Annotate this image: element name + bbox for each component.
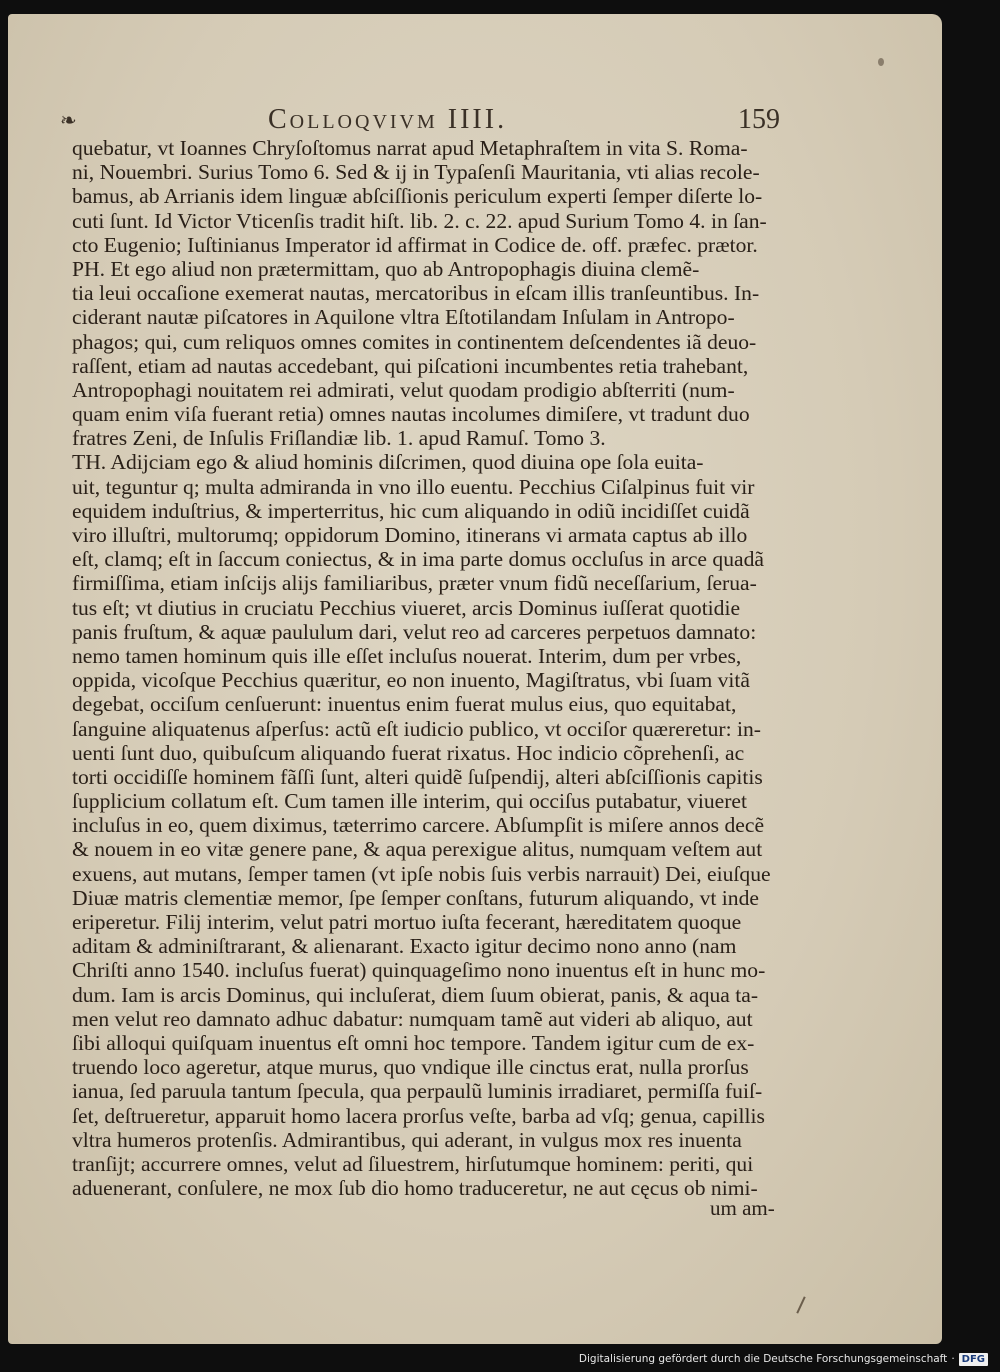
text-line: raſſent, etiam ad nautas accedebant, qui piſcationi incumbentes retia trahebant, bbox=[72, 353, 749, 378]
text-line: incluſus in eo, quem diximus, tæterrimo carcere. Abſumpſit is miſere annos decẽ bbox=[72, 813, 765, 838]
text-line: & nouem in eo vitæ genere pane, & aqua perexigue alitus, numquam veſtem aut bbox=[72, 837, 763, 862]
text-line: bamus, ab Arrianis idem linguæ abſciſſionis periculum experti ſemper diſerte lo- bbox=[72, 184, 763, 209]
text-line: oppida, vicoſque Pecchius quæritur, eo non inuento, Magiſtratus, vbi ſuam vitã bbox=[72, 668, 751, 693]
text-line: cuti ſunt. Id Victor Vticenſis tradit hiſt. lib. 2. c. 22. apud Surium Tomo 4. in ſan- bbox=[72, 208, 767, 233]
credit-text: Digitalisierung gefördert durch die Deutsche Forschungsgemeinschaft bbox=[578, 1353, 948, 1365]
text-line: ſupplicium collatum eſt. Cum tamen ille interim, qui occiſus putabatur, viueret bbox=[72, 789, 747, 814]
text-line: torti occidiſſe hominem fãſſi ſunt, alteri quidẽ ſuſpendij, alteri abſciſſionis capitis bbox=[72, 764, 763, 789]
text-line: firmiſſima, etiam inſcijs alijs familiaribus, præter vnum fidũ neceſſarium, ſerua- bbox=[72, 571, 757, 596]
text-line: degebat, occiſum cenſuerunt: inuentus enim fuerat mulus eius, quo equitabat, bbox=[72, 692, 737, 717]
text-line: equidem induſtrius, & imperterritus, hic cum aliquando in odiũ incidiſſet cuidã bbox=[72, 498, 750, 523]
running-head: Colloqvivm IIII. bbox=[268, 104, 508, 135]
footer-credit: Digitalisierung gefördert durch die Deutsche Forschungsgemeinschaft · DFG bbox=[579, 1352, 988, 1366]
text-line: cto Eugenio; Iuſtinianus Imperator id affirmat in Codice de. off. præfec. prætor. bbox=[72, 232, 758, 257]
text-line: aduenerant, conſulere, ne mox ſub dio homo traduceretur, ne aut cęcus ob nimi- bbox=[72, 1176, 758, 1201]
text-line: Chriſti anno 1540. incluſus fuerat) quinquageſimo nono inuentus eſt in hunc mo- bbox=[72, 958, 766, 983]
text-line: fratres Zeni, de Inſulis Friſlandiæ lib. 1. apud Ramuſ. Tomo 3. bbox=[72, 426, 606, 451]
text-line: tus eſt; vt diutius in cruciatu Pecchius viueret, arcis Dominus iuſſerat quotidie bbox=[72, 595, 741, 620]
text-line: ſibi alloqui quiſquam inuentus eſt omni hoc tempore. Tandem igitur cum de ex- bbox=[72, 1030, 755, 1055]
text-line: truendo loco ageretur, atque murus, quo vndique ille cinctus erat, nulla prorſus bbox=[72, 1055, 749, 1080]
text-line: exuens, aut mutans, ſemper tamen (vt ipſe nobis ſuis verbis narrauit) Dei, eiuſque bbox=[72, 861, 771, 886]
text-line: eriperetur. Filij interim, velut patri mortuo iuſta fecerant, hæreditatem quoque bbox=[72, 910, 742, 934]
text-line: TH. Adijciam ego & aliud hominis diſcrimen, quod diuina ope ſola euita- bbox=[72, 450, 704, 475]
text-line: vltra humeros protenſis. Admirantibus, qui aderant, in vulgus mox res inuenta bbox=[72, 1127, 742, 1152]
text-line: tranſijt; accurrere omnes, velut ad ſiluestrem, hirſutumque hominem: periti, qui bbox=[72, 1151, 754, 1176]
text-line: men velut reo damnato adhuc dabatur: numquam tamẽ aut videri ab aliquo, aut bbox=[72, 1006, 753, 1031]
text-line: quam enim viſa fuerant retia) omnes nautas incolumes dimiſere, vt tradunt duo bbox=[72, 402, 750, 427]
page-number: 159 bbox=[738, 104, 780, 135]
text-line: ciderant nautæ piſcatores in Aquilone vltra Eſtotilandam Inſulam in Antropo- bbox=[72, 305, 735, 330]
section-mark: ❧ bbox=[60, 110, 77, 132]
body-text bbox=[72, 136, 778, 1200]
dfg-logo: DFG bbox=[959, 1353, 988, 1366]
text-line: nemo tamen hominum quis ille eſſet incluſus nouerat. Interim, dum per vrbes, bbox=[72, 643, 742, 668]
text-line: panis fruſtum, & aquæ paululum dari, velut reo ad carceres perpetuos damnato: bbox=[72, 619, 757, 644]
text-line: dum. Iam is arcis Dominus, qui incluſerat, diem ſuum obierat, panis, & aqua ta- bbox=[72, 982, 759, 1007]
text-line: aditam & adminiſtrarant, & alienarant. Exacto igitur decimo nono anno (nam bbox=[72, 934, 737, 959]
catchword: um am- bbox=[710, 1196, 775, 1220]
text-line: Diuæ matris clementiæ memor, ſpe ſemper conſtans, futurum aliquando, vt inde bbox=[72, 885, 759, 910]
text-line: Antropophagi nouitatem rei admirati, velut quodam prodigio abſterriti (num- bbox=[72, 377, 735, 402]
text-line: phagos; qui, cum reliquos omnes comites in continentem deſcendentes iã deuo- bbox=[72, 329, 757, 354]
text-line: quebatur, vt Ioannes Chryſoſtomus narrat apud Metaphraſtem in vita S. Roma- bbox=[72, 136, 748, 160]
text-line: tia leui occaſione exemerat nautas, mercatoribus in eſcam illis tranſeuntibus. In- bbox=[72, 281, 760, 306]
page-blemish bbox=[878, 58, 884, 66]
text-line: uenti ſunt duo, quibuſcum aliquando fuerat rixatus. Hoc indicio cõprehenſi, ac bbox=[72, 740, 745, 765]
text-line: ianua, ſed paruula tantum ſpecula, qua perpaulũ luminis irradiaret, permiſſa fuiſ- bbox=[72, 1079, 763, 1104]
text-line: ni, Nouembri. Surius Tomo 6. Sed & ij in Typaſenſi Mauritania, vti alias recole- bbox=[72, 160, 760, 185]
text-line: uit, teguntur q; multa admiranda in vno illo euentu. Pecchius Ciſalpinus fuit vir bbox=[72, 474, 755, 499]
text-line: ſanguine aliquatenus aſperſus: actũ eſt iudicio publico, vt occiſor quæreretur: in- bbox=[72, 716, 761, 741]
text-line: ſet, deſtrueretur, apparuit homo lacera prorſus veſte, barba ad vſq; genua, capillis bbox=[72, 1103, 765, 1128]
text-line: eſt, clamq; eſt in ſaccum coniectus, & in ima parte domus occluſus in arce quadã bbox=[72, 547, 764, 572]
text-line: PH. Et ego aliud non prætermittam, quo ab Antropophagis diuina clemẽ- bbox=[72, 256, 700, 281]
text-line: viro illuſtri, multorumq; oppidorum Domino, itinerans vi armata captus ab illo bbox=[72, 523, 748, 547]
